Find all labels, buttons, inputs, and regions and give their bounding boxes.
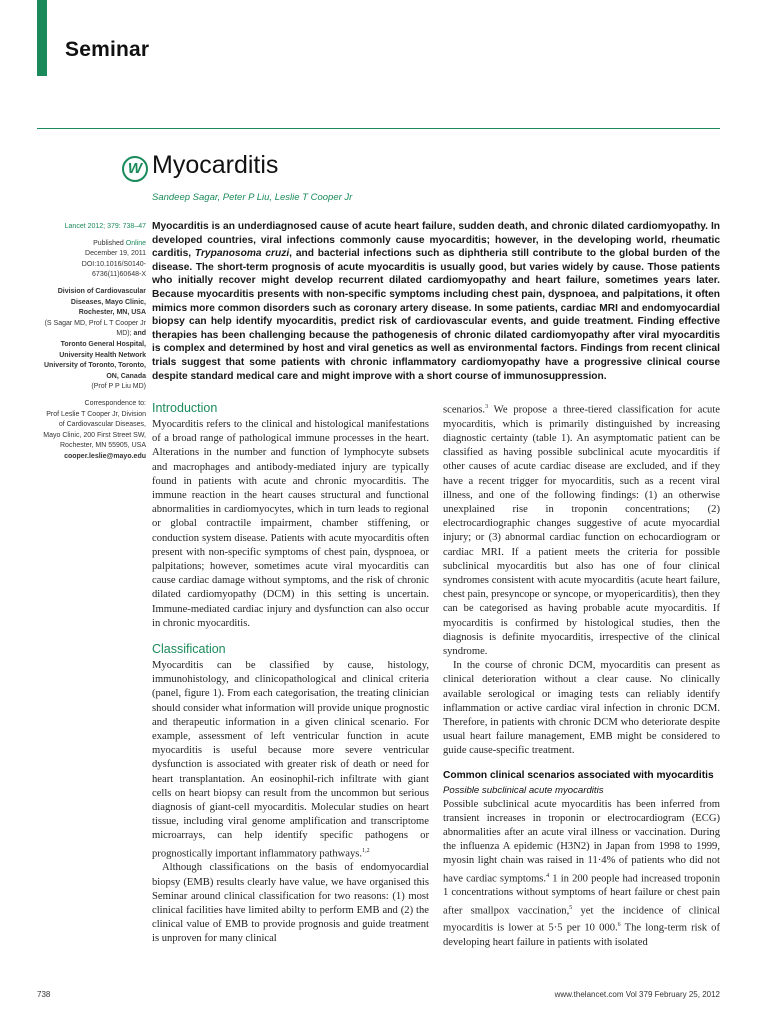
body-column-2 — [443, 400, 720, 950]
heading-classification: Classification — [152, 642, 226, 657]
classification-paragraph-1: Myocarditis can be classified by cause, histology, immunohistology, and clinicopathological and clinical criteria (panel, figure 1). From each categorisation, the treating clinician should consider what information will provide unique prognostic and therapeutic information in a given clinical scenario. For example, assessment of left ventricular function in acute myocarditis is useful because more severe ventricular dysfunction is associated with greater risk of death or need for heart transplantation. An eosinophil-rich infiltrate with giant cells on heart biopsy can result from the uncommon but serious diagnosis of giant-cell myocarditis. Molecular studies on heart tissue, including viral genome amplification and transcriptome microarrays, can help identify specific pathogens or prognostically important inflammatory pathways.$^{1,2}$ — [152, 660, 429, 860]
reference-marker: 6 — [617, 922, 621, 929]
affiliation-toronto-authors: (Prof P P Liu MD) — [91, 383, 146, 391]
correspondence-label: Correspondence to: — [84, 399, 146, 407]
chronic-dcm-paragraph: In the course of chronic DCM, myocarditis can present as clinical deterioration without a clear cause. No clinically available serological or imaging tests can reliably identify inflammation or active cardiac viral infection in chronic DCM. Therefore, in patients with chronic DCM who deteriorate despite usual heart failure management, EMB might be considered to guide cause-specific treatment. — [443, 660, 720, 757]
correspondence-address: Prof Leslie T Cooper Jr, Division of Cardiovascular Diseases, Mayo Clinic, 200 First Street SW, Rochester, MN 55905, USA — [43, 410, 146, 450]
body-column-1 — [152, 400, 429, 947]
abstract: Myocarditis is an underdiagnosed cause of acute heart failure, sudden death, and chronic dilated cardiomyopathy. In developed countries, viral infections commonly cause myocarditis; however, in the developing world, rheumatic carditis, Trypanosoma cruzi, and bacterial infections such as diphtheria still contribute to the global burden of the disease. The short-term prognosis of acute myocarditis is usually good, but varies widely by cause. Those patients who initially recover might develop recurrent dilated cardiomyopathy and heart failure, sometimes years later. Because myocarditis presents with non-specific symptoms including chest pain, dyspnoea, and palpitations, it often mimics more common disorders such as coronary artery disease. In some patients, cardiac MRI and endomyocardial biopsy can help identify myocarditis, predict risk of cardiovascular events, and guide treatment. Finding effective therapies has been challenging because the pathogenesis of chronic dilated cardiomyopathy after viral myocarditis is complex and determined by host and viral genetics as well as environmental factors. Findings from recent clinical trials suggest that some patients with chronic inflammatory cardiomyopathy have a progressive clinical course despite standard medical care and might improve with a short course of immunosuppression. — [152, 221, 720, 382]
web-extra-icon: W — [122, 156, 148, 182]
affiliation-mayo: Division of Cardiovascular Diseases, Mayo Clinic, Rochester, MN, USA — [57, 287, 146, 317]
doi-line-1: DOI:10.1016/S0140- — [81, 260, 146, 268]
online-link[interactable]: Online — [125, 239, 146, 247]
article-title: Myocarditis — [152, 151, 279, 179]
affiliation-mayo-authors: (S Sagar MD, Prof L T Cooper Jr MD); and — [44, 319, 146, 338]
heading-introduction: Introduction — [152, 401, 218, 415]
journal-footer: www.thelancet.com Vol 379 February 25, 2012 — [554, 990, 720, 999]
classification-paragraph-2: Although classifications on the basis of endomyocardial biopsy (EMB) results clearly have value, we have organised this Seminar around clinical classification for two reasons: (1) most clinical facilities have limited abilty to perform EMB and (2) the clinical value of EMB to provide prognosis and guide treatment is unproven for many clinical — [152, 862, 429, 945]
intro-paragraph: Myocarditis refers to the clinical and histological manifestations of a broad range of pathological immune processes in the heart. Alterations in the number and function of lymphocyte subsets and macrophages and antibody-mediated injury are typically found in patients with acute and chronic myocarditis. The immune reaction in the heart causes structural and functional abnormalities in cardiomyocytes, which in turn leads to regional or global contractile impairment, chamber stiffening, or conduction system disease. Patients with acute myocarditis often present with non-specific symptoms of chest pain, dyspnoea, or palpitations; however, sometimes acute viral myocarditis can cause cardiac damage without symptoms, and the risk of chronic dilated cardiomyopathy (DCM) in this setting is uncertain. Immune-mediated cardiac injury and dysfunction can also occur in chronic myocarditis. — [152, 419, 429, 629]
section-color-bar — [37, 0, 47, 76]
scenarios-paragraph: scenarios.$^3$ We propose a three-tiered classification for acute myocarditis, which is primarily distinguished by increasing diagnostic certainty (table 1). An asymptomatic patient can be classified as having possible subclinical acute myocarditis if other causes of acute cardiac disease are excluded, and if they have a recent trigger for myocarditis, such as a recent viral illness, and one of the following findings: (1) an otherwise unexplained rise in troponin concentrations; (2) electrocardiographic changes suggestive of acute myocardial injury; or (3) abnormal cardiac function on echocardiogram or cardiac MRI. If a patient meets the criteria for possible subclinical myocarditis but also has one of four clinical syndromes consistent with acute myocarditis (acute heart failure, chest pain, presyncope or syncope, or myopericarditis), then they can be categorised as having probable acute myocarditis. If myocarditis is confirmed by histological studies, then the diagnosis is definite myocarditis, irrespective of the clinical syndrome. — [443, 404, 720, 657]
doi-line-2: 6736(11)60648-X — [92, 271, 146, 279]
section-label: Seminar — [65, 38, 150, 61]
published-date: December 19, 2011 — [85, 250, 146, 258]
citation: Lancet 2012; 379: 738–47 — [64, 223, 146, 230]
correspondence-email[interactable]: cooper.leslie@mayo.edu — [64, 452, 146, 460]
reference-marker: 5 — [569, 904, 573, 911]
article-authors: Sandeep Sagar, Peter P Liu, Leslie T Cooper Jr — [152, 192, 353, 203]
reference-marker: 3 — [485, 404, 489, 410]
subclinical-paragraph: Possible subclinical acute myocarditis has been inferred from transient increases in troponin or electrocardiogram (ECG) abnormalities after an acute viral illness or vaccination. During the influenza A epidemic (H3N2) in Japan from 1998 to 1999, myosin light chain was raised in 11·4% of patients who did not have cardiac symptoms.$^4$ 1 in 200 people had increased troponin 1 concentrations without symptoms of heart failure or chest pain after smallpox vaccination,$^5$ yet the incidence of clinical myocarditis is lower at 5·5 per 10 000.$^6$ The long-term risk of developing heart failure in patients with isolated — [443, 798, 720, 949]
heading-common-scenarios: Common clinical scenarios associated with myocarditis — [443, 769, 714, 781]
article-sidebar — [40, 222, 146, 462]
reference-marker: 1,2 — [362, 847, 370, 854]
abstract-italic-term: Trypanosoma cruzi — [194, 248, 290, 260]
affiliation-toronto: Toronto General Hospital, University Health Network University of Toronto, Toronto, ON, Canada — [43, 340, 146, 380]
published-line: Published Online — [93, 239, 146, 247]
heading-possible-subclinical: Possible subclinical acute myocarditis — [443, 784, 604, 796]
reference-marker: 4 — [546, 872, 550, 879]
header-rule — [37, 128, 720, 129]
page-number: 738 — [37, 990, 51, 999]
